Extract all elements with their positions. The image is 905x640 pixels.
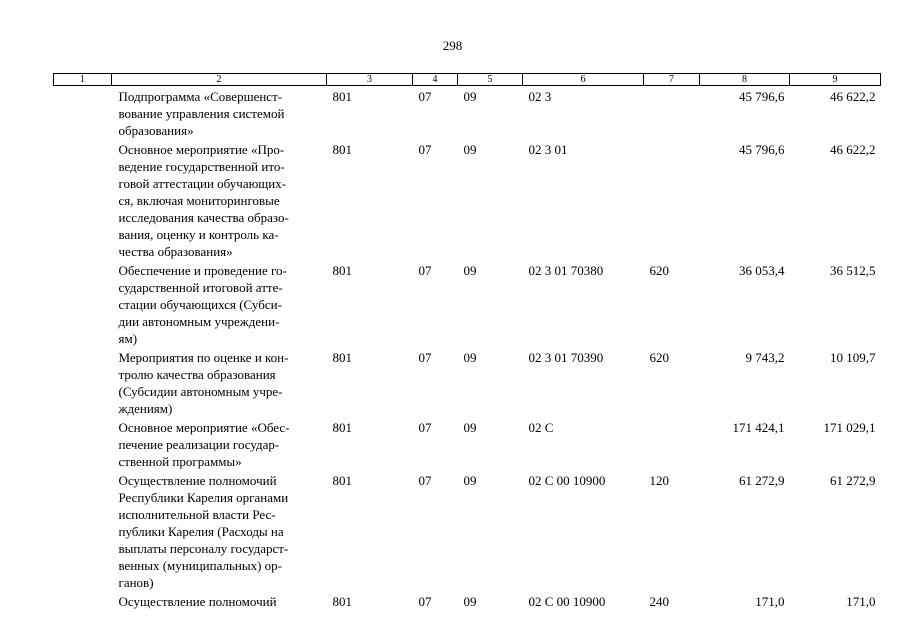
cell-col6: 02 С 00 10900 bbox=[528, 473, 606, 488]
cell-col8: 61 272,9 bbox=[739, 473, 785, 488]
table-row bbox=[54, 260, 881, 347]
cell-col8: 45 796,6 bbox=[739, 89, 785, 104]
cell-col8: 171 424,1 bbox=[732, 420, 785, 435]
cell-col4: 07 bbox=[418, 142, 432, 157]
cell-col7: 620 bbox=[649, 263, 669, 278]
cell-col7 bbox=[644, 139, 700, 260]
cell-col7 bbox=[644, 86, 700, 140]
cell-col6: 02 3 01 70390 bbox=[528, 350, 604, 365]
cell-col9: 36 512,5 bbox=[830, 263, 876, 278]
cell-col1 bbox=[54, 347, 112, 417]
cell-col4: 07 bbox=[418, 594, 432, 609]
cell-col4: 07 bbox=[418, 263, 432, 278]
cell-col6: 02 С bbox=[528, 420, 554, 435]
cell-col8: 9 743,2 bbox=[745, 350, 785, 365]
cell-col9: 10 109,7 bbox=[830, 350, 876, 365]
column-header-6: 6 bbox=[523, 74, 644, 86]
cell-col1 bbox=[54, 591, 112, 610]
cell-col5: 09 bbox=[463, 263, 477, 278]
cell-name: Основное мероприятие «Про- ведение государственной ито- говой аттестации обучающих- ся, включая мониторинговые исследования качества образо- вания, оценку и контроль ка- чества образования» bbox=[118, 142, 289, 259]
column-header-7: 7 bbox=[644, 74, 700, 86]
cell-col9: 171 029,1 bbox=[823, 420, 876, 435]
cell-col1 bbox=[54, 417, 112, 470]
table-row bbox=[54, 347, 881, 417]
cell-col8: 45 796,6 bbox=[739, 142, 785, 157]
cell-col5: 09 bbox=[463, 350, 477, 365]
cell-col4: 07 bbox=[418, 89, 432, 104]
header-row bbox=[54, 74, 881, 86]
cell-col6: 02 3 bbox=[528, 89, 552, 104]
cell-col7: 620 bbox=[649, 350, 669, 365]
cell-col6: 02 3 01 70380 bbox=[528, 263, 604, 278]
table-row bbox=[54, 470, 881, 591]
column-header-1: 1 bbox=[54, 74, 112, 86]
cell-name: Основное мероприятие «Обес- печение реализации государ- ственной программы» bbox=[118, 420, 290, 469]
cell-col1 bbox=[54, 86, 112, 140]
cell-col8: 171,0 bbox=[755, 594, 785, 609]
cell-col9: 61 272,9 bbox=[830, 473, 876, 488]
cell-col5: 09 bbox=[463, 142, 477, 157]
cell-name: Мероприятия по оценке и кон- тролю качества образования (Субсидии автономным учре- ждениям) bbox=[118, 350, 289, 416]
cell-col9: 171,0 bbox=[846, 594, 876, 609]
cell-col4: 07 bbox=[418, 473, 432, 488]
cell-col5: 09 bbox=[463, 89, 477, 104]
cell-col5: 09 bbox=[463, 473, 477, 488]
cell-col3: 801 bbox=[332, 350, 352, 365]
cell-col3: 801 bbox=[332, 473, 352, 488]
table-row bbox=[54, 139, 881, 260]
cell-name: Подпрограмма «Совершенст- вование управления системой образования» bbox=[118, 89, 285, 138]
cell-col5: 09 bbox=[463, 594, 477, 609]
cell-col3: 801 bbox=[332, 142, 352, 157]
column-header-5: 5 bbox=[458, 74, 523, 86]
cell-col3: 801 bbox=[332, 594, 352, 609]
cell-col3: 801 bbox=[332, 89, 352, 104]
cell-name: Обеспечение и проведение го- сударственной итоговой атте- стации обучающихся (Субси- дии автономным учреждени- ям) bbox=[118, 263, 287, 346]
cell-col7: 240 bbox=[649, 594, 669, 609]
column-header-2: 2 bbox=[112, 74, 327, 86]
cell-col4: 07 bbox=[418, 350, 432, 365]
table-body bbox=[54, 86, 881, 611]
cell-col7 bbox=[644, 417, 700, 470]
cell-col5: 09 bbox=[463, 420, 477, 435]
cell-name: Осуществление полномочий bbox=[118, 594, 277, 609]
budget-table bbox=[53, 73, 881, 610]
column-header-9: 9 bbox=[790, 74, 881, 86]
column-header-4: 4 bbox=[413, 74, 458, 86]
cell-col3: 801 bbox=[332, 420, 352, 435]
cell-name: Осуществление полномочий Республики Карелия органами исполнительной власти Рес- публики Карелия (Расходы на выплаты персоналу государст- венных (муниципальных) ор- ганов) bbox=[118, 473, 289, 590]
table-row bbox=[54, 86, 881, 140]
page-number: 298 bbox=[442, 38, 463, 53]
cell-col8: 36 053,4 bbox=[739, 263, 785, 278]
cell-col1 bbox=[54, 139, 112, 260]
cell-col7: 120 bbox=[649, 473, 669, 488]
cell-col4: 07 bbox=[418, 420, 432, 435]
cell-col3: 801 bbox=[332, 263, 352, 278]
column-header-3: 3 bbox=[327, 74, 413, 86]
cell-col6: 02 3 01 bbox=[528, 142, 568, 157]
table-row bbox=[54, 417, 881, 470]
cell-col1 bbox=[54, 470, 112, 591]
table-row bbox=[54, 591, 881, 610]
cell-col6: 02 С 00 10900 bbox=[528, 594, 606, 609]
cell-col9: 46 622,2 bbox=[830, 89, 876, 104]
cell-col9: 46 622,2 bbox=[830, 142, 876, 157]
column-header-8: 8 bbox=[700, 74, 790, 86]
cell-col1 bbox=[54, 260, 112, 347]
